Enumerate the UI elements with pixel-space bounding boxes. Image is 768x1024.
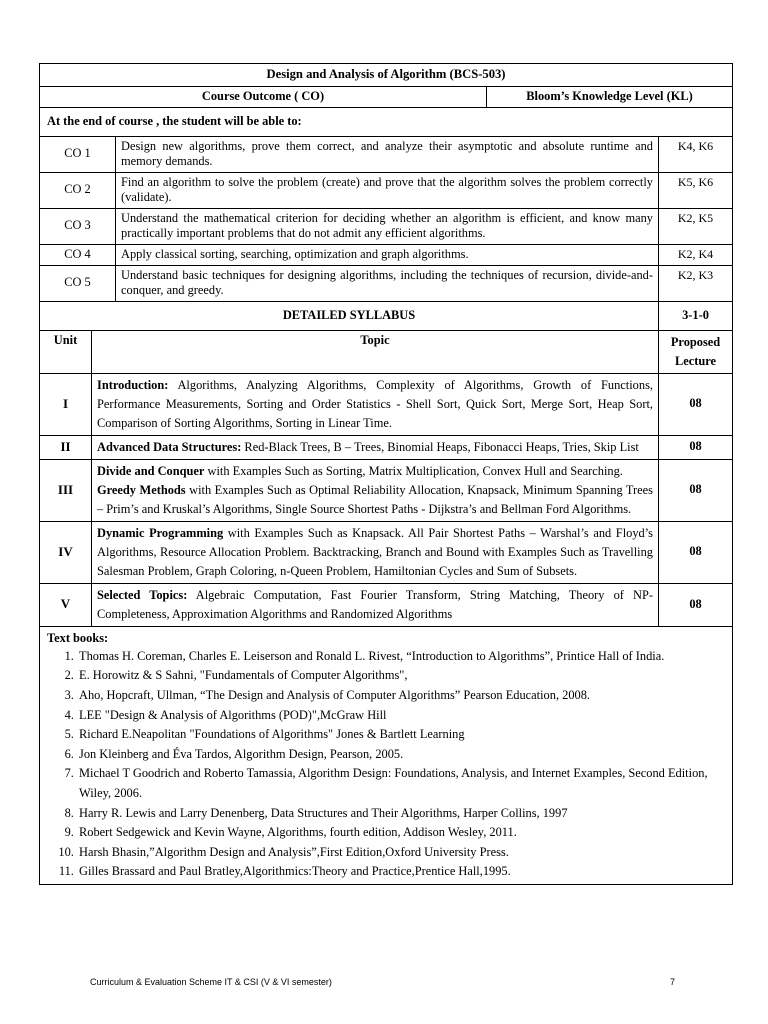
topic-text: Algebraic Computation, Fast Fourier Transform, String Matching, Theory of NP-Completeness, Approximation Algorithms and Randomized Algorithms — [97, 587, 653, 621]
topic-part — [97, 376, 653, 433]
co-description: Apply classical sorting, searching, optimization and graph algorithms. — [116, 244, 659, 265]
topic-heading: Introduction: — [97, 377, 169, 392]
co-knowledge-level: K4, K6 — [659, 136, 733, 172]
textbook-item: 11. Gilles Brassard and Paul Bratley,Algorithmics:Theory and Practice,Prentice Hall,1995. — [77, 862, 725, 882]
syllabus-column-header-row — [40, 330, 733, 373]
unit-row — [40, 435, 733, 459]
page-footer — [90, 977, 675, 987]
unit-topic — [92, 435, 659, 459]
topic-text: Red-Black Trees, B – Trees, Binomial Heaps, Fibonacci Heaps, Tries, Skip List — [241, 439, 639, 454]
co-row — [40, 136, 733, 172]
intro-text: At the end of course , the student will be able to: — [40, 107, 733, 136]
unit-number: III — [40, 459, 92, 521]
textbook-item: 7. Michael T Goodrich and Roberto Tamassia, Algorithm Design: Foundations, Analysis, and Internet Examples, Second Edition, Wiley, 2006. — [77, 764, 725, 803]
unit-lecture-count: 08 — [659, 459, 733, 521]
textbook-item: 5. Richard E.Neapolitan "Foundations of Algorithms" Jones & Bartlett Learning — [77, 725, 725, 745]
textbook-item: 4. LEE "Design & Analysis of Algorithms (POD)",McGraw Hill — [77, 706, 725, 726]
co-id: CO 2 — [40, 172, 116, 208]
topic-text: with Examples Such as Knapsack. All Pair Shortest Paths – Warshal’s and Floyd’s Algorithms, Resource Allocation Problem. Backtracking, Branch and Bound with Examples Such as Travelling Salesman Problem, Graph Coloring, n-Queen Problem, Hamiltonian Cycles and Sum of Subsets. — [97, 525, 653, 578]
textbook-item: 8. Harry R. Lewis and Larry Denenberg, Data Structures and Their Algorithms, Harper Collins, 1997 — [77, 804, 725, 824]
unit-lecture-count: 08 — [659, 435, 733, 459]
detailed-syllabus-heading: DETAILED SYLLABUS — [40, 301, 659, 330]
co-row — [40, 244, 733, 265]
unit-lecture-count: 08 — [659, 521, 733, 583]
co-description: Understand basic techniques for designing algorithms, including the techniques of recursion, divide-and-conquer, and greedy. — [116, 265, 659, 301]
topic-column-header: Topic — [92, 330, 659, 373]
unit-lecture-count: 08 — [659, 583, 733, 626]
topic-part — [97, 524, 653, 581]
unit-row — [40, 459, 733, 521]
unit-number: IV — [40, 521, 92, 583]
co-row — [40, 208, 733, 244]
unit-topic — [92, 583, 659, 626]
topic-heading: Divide and Conquer — [97, 463, 205, 478]
textbook-item: 2. E. Horowitz & S Sahni, "Fundamentals of Computer Algorithms", — [77, 666, 725, 686]
syllabus-units — [40, 373, 733, 626]
topic-part — [97, 481, 653, 519]
course-title-row — [40, 64, 733, 87]
course-outcome-header: Course Outcome ( CO) — [40, 87, 487, 108]
ltp-value: 3-1-0 — [659, 301, 733, 330]
co-description: Understand the mathematical criterion for deciding whether an algorithm is efficient, and know many practically important problems that do not admit any efficient algorithms. — [116, 208, 659, 244]
topic-text: with Examples Such as Optimal Reliability Allocation, Knapsack, Minimum Spanning Trees – Prim’s and Kruskal’s Algorithms, Single Source Shortest Paths - Dijkstra’s and Bellman Ford Algorithms. — [97, 482, 653, 516]
course-title: Design and Analysis of Algorithm (BCS-503) — [40, 64, 733, 87]
co-knowledge-level: K2, K5 — [659, 208, 733, 244]
topic-heading: Advanced Data Structures: — [97, 439, 242, 454]
co-header-row — [40, 87, 733, 108]
co-knowledge-level: K2, K4 — [659, 244, 733, 265]
topic-heading: Selected Topics: — [97, 587, 188, 602]
co-description: Design new algorithms, prove them correct, and analyze their asymptotic and absolute runtime and memory demands. — [116, 136, 659, 172]
co-row — [40, 265, 733, 301]
topic-part — [97, 438, 653, 457]
textbook-item: 1. Thomas H. Coreman, Charles E. Leiserson and Ronald L. Rivest, “Introduction to Algorithms”, Printice Hall of India. — [77, 647, 725, 667]
unit-number: I — [40, 373, 92, 435]
topic-part — [97, 586, 653, 624]
blooms-level-header: Bloom’s Knowledge Level (KL) — [487, 87, 733, 108]
course-outcomes — [40, 136, 733, 301]
textbook-item: 6. Jon Kleinberg and Éva Tardos, Algorithm Design, Pearson, 2005. — [77, 745, 725, 765]
lecture-column-header: Proposed Lecture — [659, 330, 733, 373]
footer-text: Curriculum & Evaluation Scheme IT & CSI (V & VI semester) — [90, 977, 332, 987]
unit-row — [40, 521, 733, 583]
textbooks-row — [40, 626, 733, 884]
syllabus-page — [39, 63, 732, 885]
co-row — [40, 172, 733, 208]
unit-column-header: Unit — [40, 330, 92, 373]
unit-lecture-count: 08 — [659, 373, 733, 435]
co-id: CO 5 — [40, 265, 116, 301]
unit-topic — [92, 521, 659, 583]
intro-row — [40, 107, 733, 136]
unit-row — [40, 583, 733, 626]
co-description: Find an algorithm to solve the problem (create) and prove that the algorithm solves the problem correctly (validate). — [116, 172, 659, 208]
co-id: CO 3 — [40, 208, 116, 244]
co-knowledge-level: K5, K6 — [659, 172, 733, 208]
topic-text: Algorithms, Analyzing Algorithms, Complexity of Algorithms, Growth of Functions, Performance Measurements, Sorting and Order Statistics - Shell Sort, Quick Sort, Merge Sort, Heap Sort, Comparison of Sorting Algorithms, Sorting in Linear Time. — [97, 377, 653, 430]
co-id: CO 4 — [40, 244, 116, 265]
textbook-list — [47, 647, 725, 882]
topic-heading: Dynamic Programming — [97, 525, 224, 540]
textbooks-heading: Text books: — [47, 630, 109, 645]
textbook-item: 9. Robert Sedgewick and Kevin Wayne, Algorithms, fourth edition, Addison Wesley, 2011. — [77, 823, 725, 843]
unit-number: V — [40, 583, 92, 626]
unit-topic — [92, 459, 659, 521]
page-number: 7 — [669, 977, 675, 987]
syllabus-header-row — [40, 301, 733, 330]
unit-topic — [92, 373, 659, 435]
co-knowledge-level: K2, K3 — [659, 265, 733, 301]
textbook-item: 10. Harsh Bhasin,”Algorithm Design and Analysis”,First Edition,Oxford University Press. — [77, 843, 725, 863]
topic-heading: Greedy Methods — [97, 482, 186, 497]
textbooks-cell — [40, 626, 733, 884]
topic-part — [97, 462, 653, 481]
textbook-item: 3. Aho, Hopcraft, Ullman, “The Design and Analysis of Computer Algorithms” Pearson Education, 2008. — [77, 686, 725, 706]
topic-text: with Examples Such as Sorting, Matrix Multiplication, Convex Hull and Searching. — [204, 463, 623, 478]
unit-number: II — [40, 435, 92, 459]
unit-row — [40, 373, 733, 435]
syllabus-table — [39, 63, 733, 885]
co-id: CO 1 — [40, 136, 116, 172]
